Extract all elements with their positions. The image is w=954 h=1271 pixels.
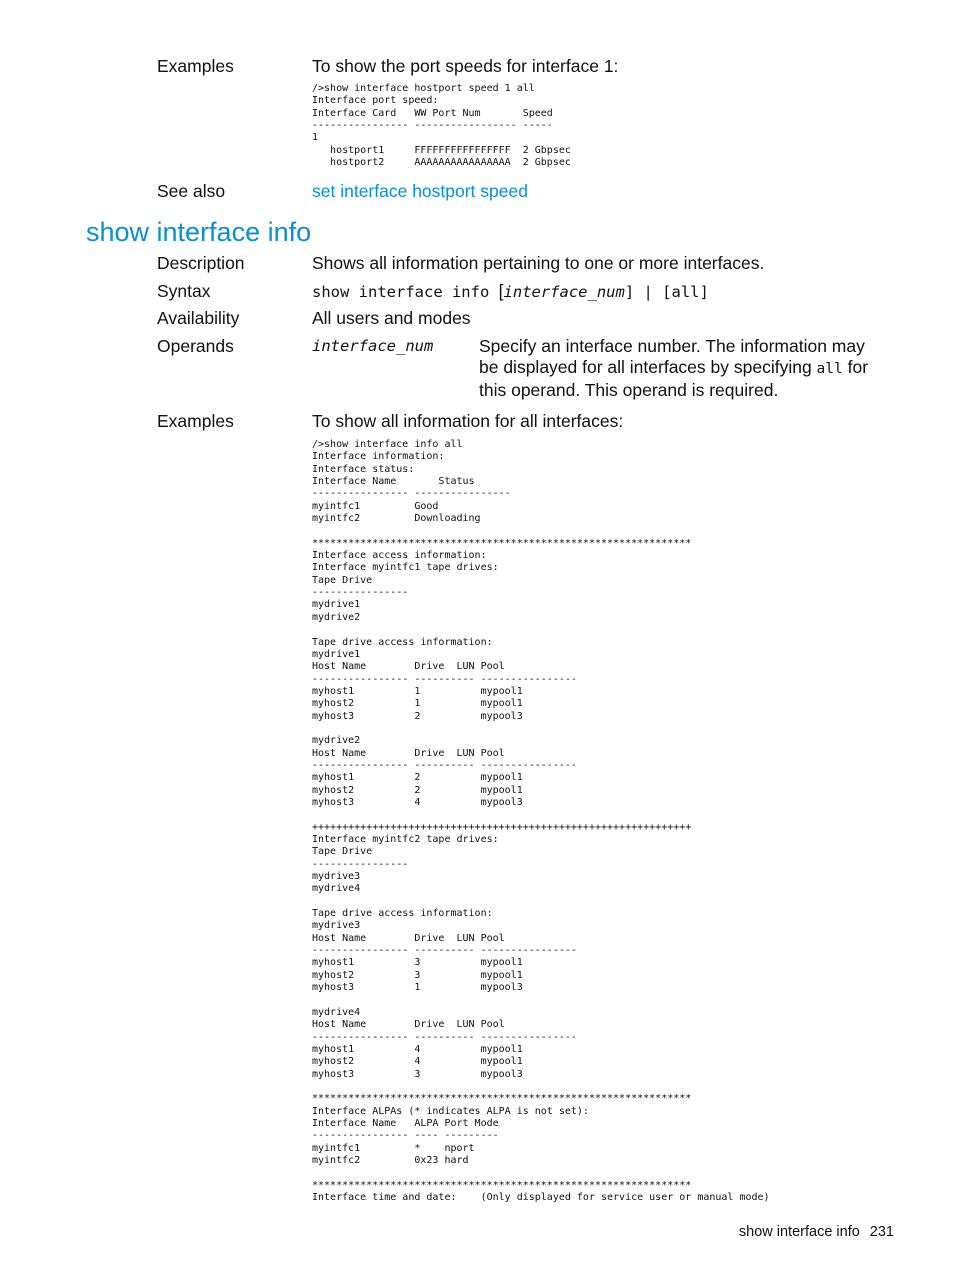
examples-text-top: To show the port speeds for interface 1: [312,56,619,76]
page-footer [739,1222,894,1242]
page-number: 231 [869,1224,894,1240]
availability-label: Availability [157,308,240,328]
description-text: Shows all information pertaining to one or more interfaces. [312,253,765,273]
syntax-argument: interface_num [503,283,625,301]
operand-desc-text-2: for this operand. This operand is required. [479,357,869,400]
code-block-hostport-speed: />show interface hostport speed 1 all Interface port speed: Interface Card WW Port Num Speed ---------------- ----------------- ----- 1 hostport1 FFFFFFFFFFFFFFFF 2 Gbpsec hostport2 AAAAAAAAAAAAAAAA 2 Gbpsec [312,83,571,169]
syntax-label: Syntax [157,281,211,301]
syntax-bracket: [ [498,281,504,301]
availability-text: All users and modes [312,308,471,328]
see-also-label: See also [157,181,226,201]
operand-name: interface_num [312,337,434,355]
operand-desc-code: all [816,361,843,377]
examples-label: Examples [157,411,234,431]
syntax-command: show interface info [312,283,499,301]
examples-text: To show all information for all interfaces: [312,411,624,431]
code-block-interface-info: />show interface info all Interface information: Interface status: Interface Name Status ---------------- ---------------- myintfc1 Good myintfc2 Downloading *************************************************************** Interface access information: Interface myintfc1 tape drives: Tape Drive ---------------- mydrive1 mydrive2 Tape drive access information: mydrive1 Host Name Drive LUN Pool ---------------- ---------- ---------------- myhost1 1 mypool1 myhost2 1 mypool1 myhost3 2 mypool3 mydrive2 Host Name Drive LUN Pool ---------------- ---------- ---------------- myhost1 2 mypool1 myhost2 2 mypool1 myhost3 4 mypool3 +++++++++++++++++++++++++++++++++++++++++++++++++++++++++++++++ Interface myintfc2 tape drives: Tape Drive ---------------- mydrive3 mydrive4 Tape drive access information: mydrive3 Host Name Drive LUN Pool ---------------- ---------- ---------------- myhost1 3 mypool1 myhost2 3 mypool1 myhost3 1 mypool3 mydrive4 Host Name Drive LUN Pool ---------------- ---------- ---------------- myhost1 4 mypool1 myhost2 4 mypool1 myhost3 3 mypool3 *************************************************************** Interface ALPAs (* indicates ALPA is not set): Interface Name ALPA Port Mode ---------------- ---- --------- myintfc1 * nport myintfc2 0x23 hard *************************************************************** Interface time and date: (Only displayed for service user or manual mode) [312,439,770,1203]
description-label: Description [157,253,245,273]
footer-title: show interface info [738,1224,860,1240]
operand-desc-text-1: Specify an interface number. The information may be displayed for all interfaces by specifying [479,336,865,377]
examples-label-top: Examples [157,56,234,76]
section-title: show interface info [86,217,312,247]
syntax-line [312,281,709,302]
see-also-link[interactable]: set interface hostport speed [312,181,528,201]
operand-description [479,336,889,401]
syntax-rest: ] | [all] [624,283,709,301]
operands-label: Operands [157,336,234,356]
